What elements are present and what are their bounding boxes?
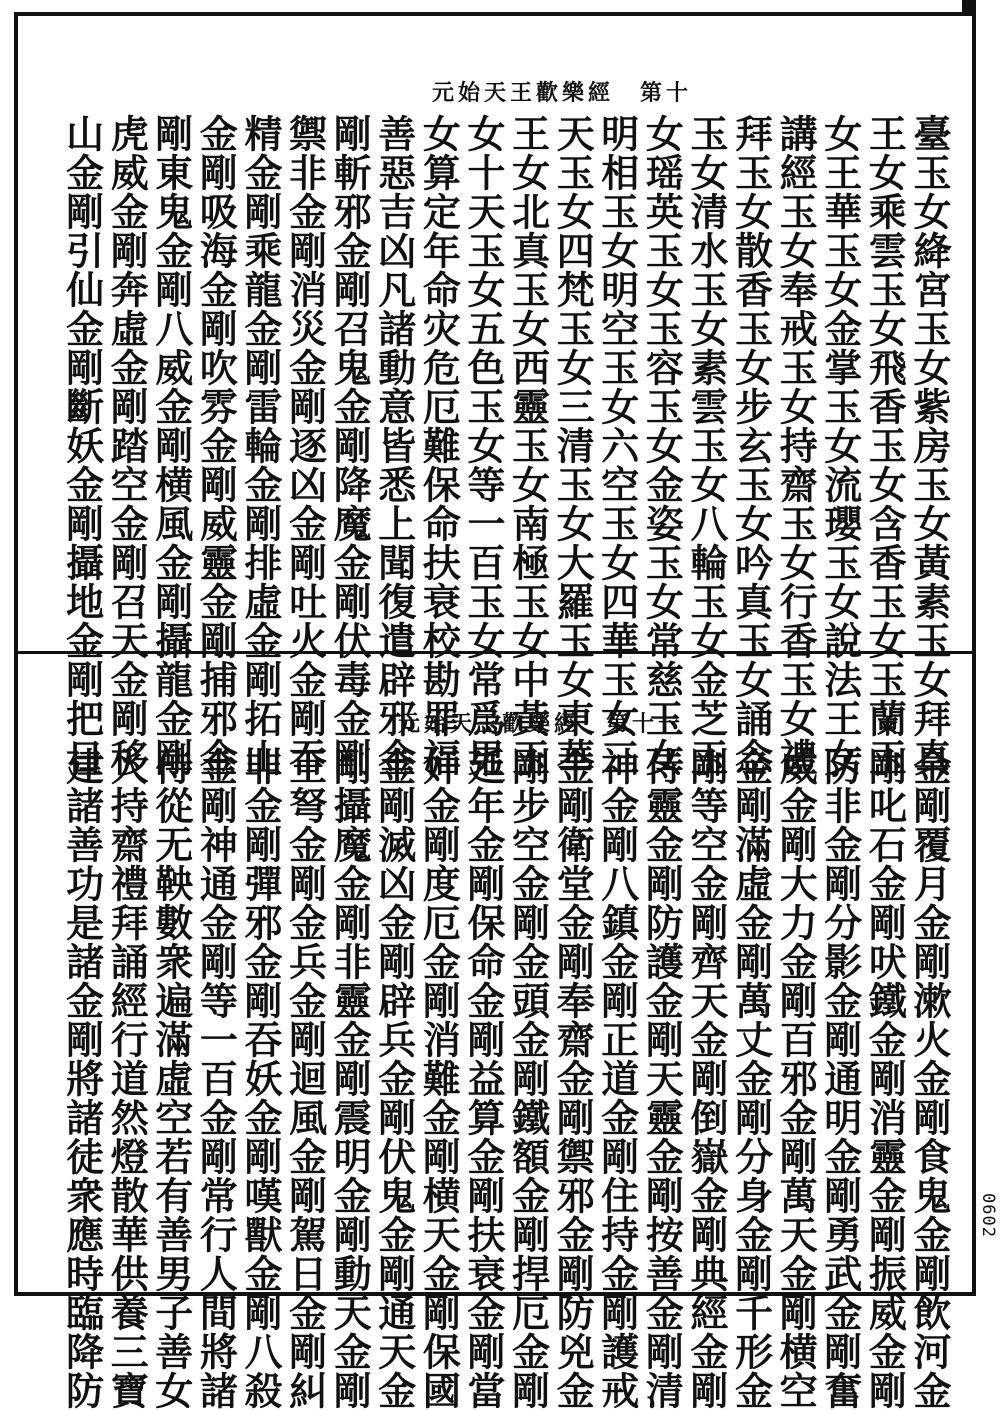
bottom-panel-text-column: 金剛滿虛金剛萬丈金剛分身金剛千形金 — [728, 747, 774, 1410]
bottom-panel-text-column: 延年金剛保命金剛益算金剛扶衰金剛當 — [461, 747, 506, 1410]
bottom-panel-text-column: 神金剛八鎮金剛正道金剛住持金剛護戒 — [594, 747, 640, 1410]
bottom-panel-text-column: 剛等空金剛齊天金剛倒嶽金剛典經金剛 — [684, 747, 729, 1410]
bottom-panel-text-column: 剛叱石金剛吠鐵金剛消靈金剛振威金剛 — [862, 747, 908, 1410]
bottom-panel-text-column: 金剛神通金剛等一百金剛常行人間將諸 — [193, 747, 239, 1410]
top-panel-text-column: 山金剛引仙金剛斷妖金剛攝地金剛把日 — [59, 114, 105, 777]
bottom-panel-text-column: 人持齋禮拜誦經行道然燈散華供養三寶 — [104, 747, 150, 1410]
top-panel-text-column: 虎威金剛奔虛金剛踏空金剛召天金剛移 — [104, 114, 150, 777]
bottom-panel-header: 元始天王歡樂經 第十一 — [398, 711, 685, 737]
top-panel-text-column: 剛斬邪金剛召鬼金剛降魔金剛伏毒金剛 — [327, 114, 373, 777]
top-panel-text-column: 講經玉女奉戒玉女持齋玉女行香玉女禮 — [773, 114, 819, 777]
bottom-panel-text-column: 侍從无鞅數衆遍滿虛空若有善男子善女 — [148, 747, 194, 1410]
top-panel-text-column: 女王華玉女金掌玉女流瓔玉女說法王女 — [817, 114, 863, 777]
top-panel-text-column: 拜玉女散香玉女步玄玉女吟真玉女誦念 — [728, 114, 774, 777]
bottom-panel-text-column: 侍靈金剛防護金剛天靈金剛按善金剛清 — [639, 747, 685, 1410]
bottom-panel-text-column: 金剛衛堂金剛奉齋金剛禦邪金剛防兇金 — [550, 747, 596, 1410]
bottom-panel-text-column: 王弩金剛金兵金剛迴風金剛駕日金剛糾 — [282, 747, 328, 1410]
bottom-panel-text-column: 奸金剛度厄金剛消難金剛横天金剛保國 — [416, 747, 462, 1410]
top-panel-text-column: 王女北真玉女西靈玉女南極玉女中黃玉 — [505, 114, 551, 777]
bottom-panel-text-column: 建諸善功是諸金剛將諸徒衆應時臨降防 — [59, 747, 105, 1410]
bottom-panel-text-column: 威金剛大力金剛百邪金剛萬天金剛横空 — [773, 747, 819, 1410]
top-panel-header: 元始天王歡樂經 第十 — [432, 80, 693, 106]
top-panel-text-column: 金剛吸海金剛吹雰金剛威靈金剛捕邪金 — [193, 114, 239, 777]
bottom-panel-text-column: 金剛覆月金剛漱火金剛食鬼金剛飲河金 — [907, 747, 952, 1410]
bottom-panel-text-column: 金剛滅凶金剛辟兵金剛伏鬼金剛通天金 — [371, 747, 417, 1410]
top-panel-text-column: 善惡吉凶凡諸動意皆悉上聞復遣辟邪金 — [371, 114, 417, 777]
top-panel-text-column: 臺玉女絳宮玉女紫房玉女黃素玉女拜真 — [907, 114, 952, 777]
page-number: 0602 — [978, 1193, 998, 1238]
top-panel-text-column: 玉女清水玉女素雲玉女八輪玉女金芝玉 — [684, 114, 729, 777]
top-panel-text-column: 女十天玉女五色玉女等一百玉女常爲男 — [461, 114, 506, 777]
bottom-panel-text-column: 剛攝魔金剛非靈金剛震明金剛動天金剛 — [327, 747, 373, 1410]
top-panel-text-column: 女瑶英玉女玉容玉女金姿玉女常慈玉女 — [639, 114, 685, 777]
top-panel-text-column: 剛東鬼金剛八威金剛横風金剛攝龍金剛 — [148, 114, 194, 777]
bottom-panel-text-column: 剛步空金剛金頭金剛鐵額金剛捍厄金剛 — [505, 747, 551, 1410]
top-panel-text-column: 精金剛乘龍金剛雷輪金剛排虛金剛拓山 — [238, 114, 283, 777]
top-panel-text-column: 明相玉女明空玉女六空玉女四華玉女三 — [594, 114, 640, 777]
top-panel-text-column: 禦非金剛消災金剛逐凶金剛吐火金剛吞 — [282, 114, 328, 777]
top-panel-text-column: 天玉女四梵玉女三清玉女大羅玉女東華 — [550, 114, 596, 777]
top-panel-text-column: 王女乘雲玉女飛香玉女含香玉女玉蘭玉 — [862, 114, 908, 777]
bottom-panel-text-column: 防非金剛分影金剛通明金剛勇武金剛奮 — [817, 747, 863, 1410]
bottom-panel-text-column: 非金剛彈邪金剛吞妖金剛嘆獸金剛八殺 — [238, 747, 283, 1410]
top-panel-text-column: 女算定年命灾危厄難保命扶衰校勘罪福 — [416, 114, 462, 777]
